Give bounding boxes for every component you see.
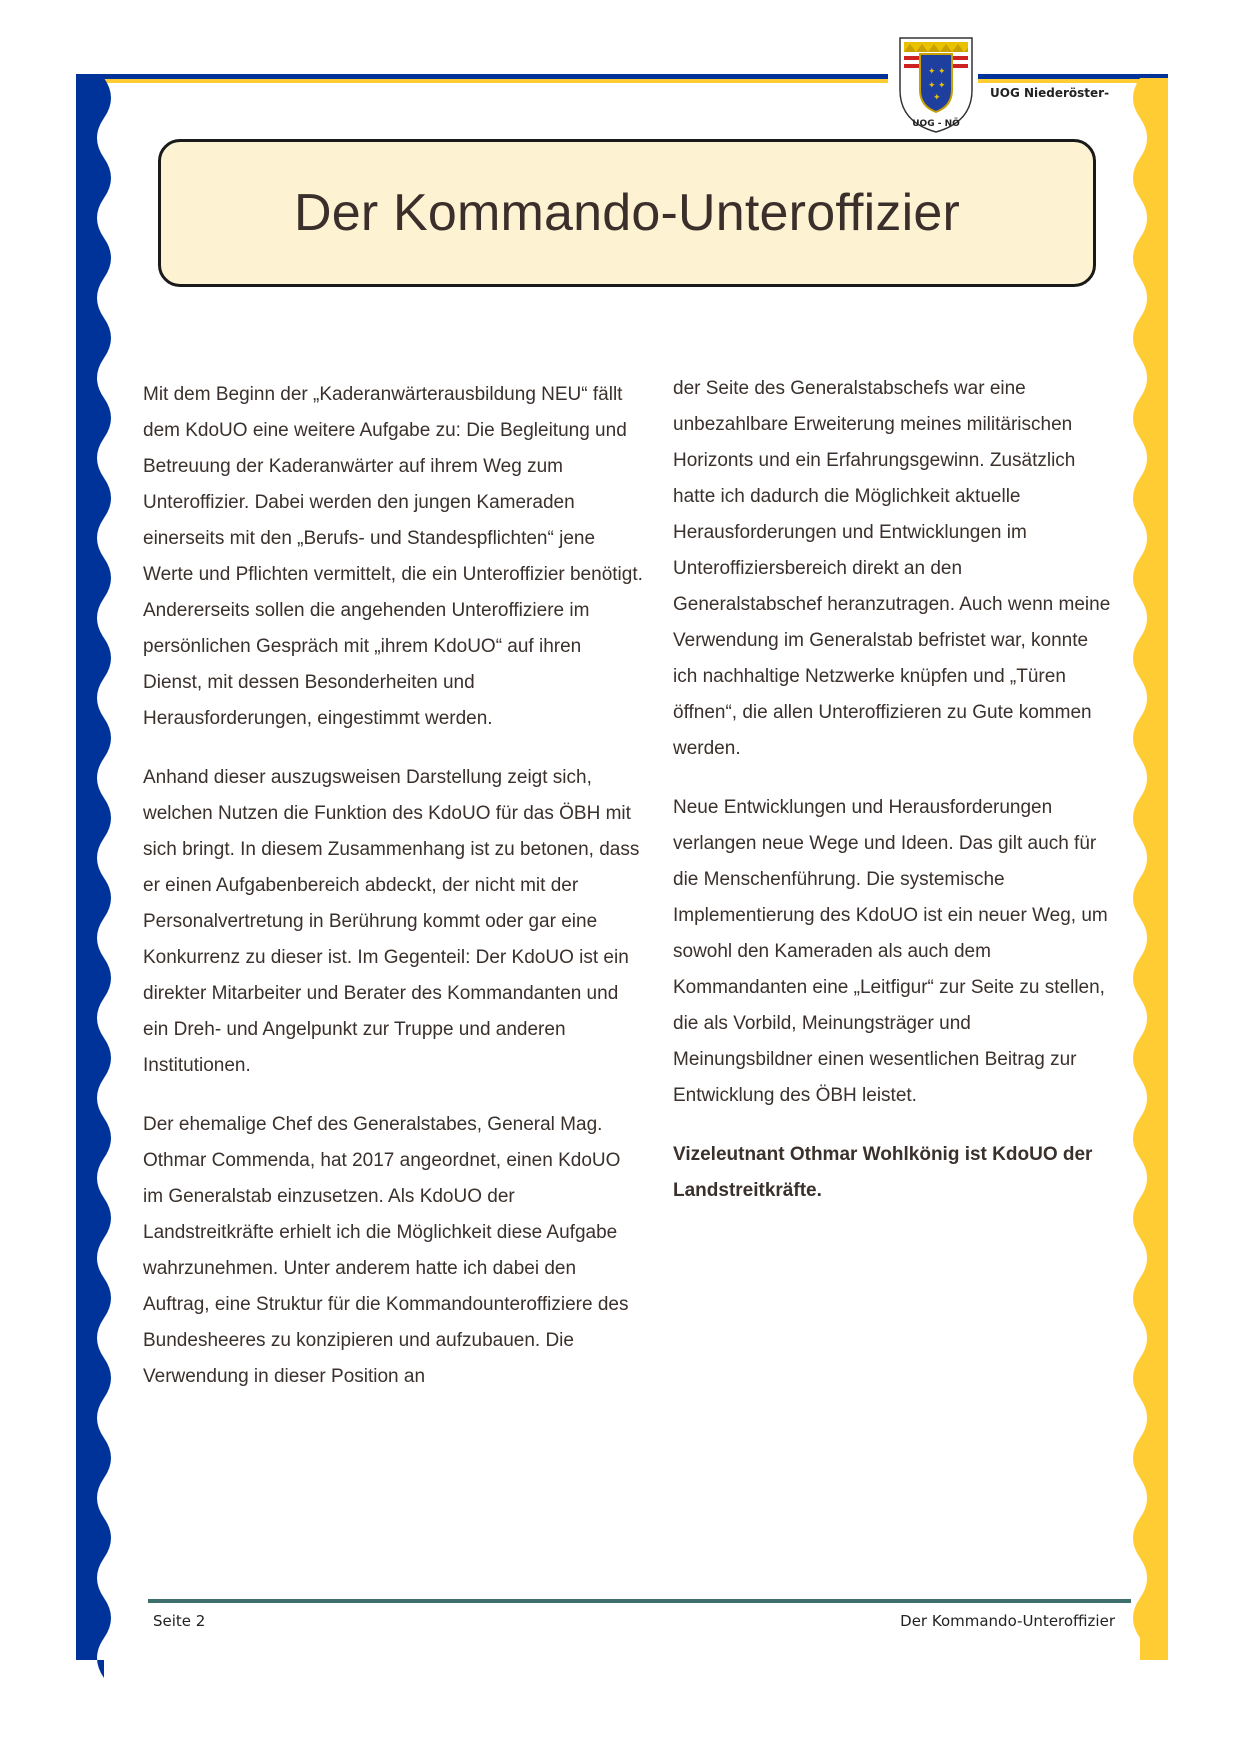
svg-text:✦: ✦ [938,81,946,91]
page-number: Seite 2 [153,1612,206,1630]
paragraph: Der ehemalige Chef des Generalstabes, General Mag. Othmar Commenda, hat 2017 angeordnet, einen KdoUO im Generalstab einzusetzen. Als KdoUO der Landstreitkräfte erhielt ich die Möglichkeit diese Aufgabe wahrzunehmen. Unter anderem hatte ich dabei den Auftrag, eine Struktur für die Kommandounteroffiziere des Bundesheeres zu konzipieren und aufzubauen. Die Verwendung in dieser Position an [143,1114,629,1387]
paragraph: Mit dem Beginn der „Kaderanwärterausbildung NEU“ fällt dem KdoUO eine weitere Aufgabe zu: Die Begleitung und Betreuung der Kaderanwärter auf ihrem Weg zum Unteroffizier. Dabei werden den jungen Kameraden einerseits mit den „Berufs- und Standespflichten“ jene Werte und Pflichten vermittelt, die ein Unteroffizier benötigt. Andererseits sollen die angehenden Unteroffiziere im persönlichen Gespräch mit „ihrem KdoUO“ auf ihren Dienst, mit dessen Besonderheiten und Herausforderungen, eingestimmt werden. [143,384,643,729]
right-yellow-band [1133,78,1168,1660]
paragraph: Anhand dieser auszugsweisen Darstellung zeigt sich, welchen Nutzen die Funktion des KdoUO für das ÖBH mit sich bringt. In diesem Zusammenhang ist zu betonen, dass er einen Aufgabenbereich abdeckt, der nicht mit der Personalvertretung in Berührung kommt oder gar eine Konkurrenz zu dieser ist. Im Gegenteil: Der KdoUO ist ein direkter Mitarbeiter und Berater des Kommandanten und ein Dreh- und Angelpunkt zur Truppe und anderen Institutionen. [143,767,640,1076]
svg-text:✦: ✦ [938,67,946,77]
paragraph: Neue Entwicklungen und Herausforderungen verlangen neue Wege und Ideen. Das gilt auch für die Menschenführung. Die systemische Implementierung des KdoUO ist ein neuer Weg, um sowohl den Kameraden als auch dem Kommandanten eine „Leitfigur“ zur Seite zu stellen, die als Vorbild, Meinungsträger und Meinungsbildner einen wesentlichen Beitrag zur Entwicklung des ÖBH leistet. [673,797,1108,1106]
svg-text:✦: ✦ [933,93,941,103]
paragraph: der Seite des Generalstabschefs war eine unbezahlbare Erweiterung meines militärischen Horizonts und ein Erfahrungsgewinn. Zusätzlich hatte ich dadurch die Möglichkeit aktuelle Herausforderungen und Entwicklungen im Unteroffiziersbereich direkt an den Generalstabschef heranzutragen. Auch wenn meine Verwendung im Generalstab befristet war, konnte ich nachhaltige Netzwerke knüpfen und „Türen öffnen“, die allen Unteroffizieren zu Gute kommen werden. [673,378,1111,759]
author-signature: Vizeleutnant Othmar Wohlkönig ist KdoUO der Landstreitkräfte. [673,1144,1093,1201]
svg-text:UOG - NÖ: UOG - NÖ [912,119,960,129]
text-column-left [143,377,643,1418]
text-column-right [673,371,1113,1232]
left-blue-band [76,78,111,1678]
svg-text:✦: ✦ [928,67,936,77]
footer-rule [148,1599,1131,1603]
title-box [158,139,1096,287]
svg-text:✦: ✦ [928,81,936,91]
header-org-name: UOG Niederöster- [990,86,1110,100]
uog-coat-of-arms-logo [896,34,976,134]
footer-section-title: Der Kommando-Unteroffizier [900,1612,1115,1630]
page-title: Der Kommando-Unteroffizier [293,184,961,242]
